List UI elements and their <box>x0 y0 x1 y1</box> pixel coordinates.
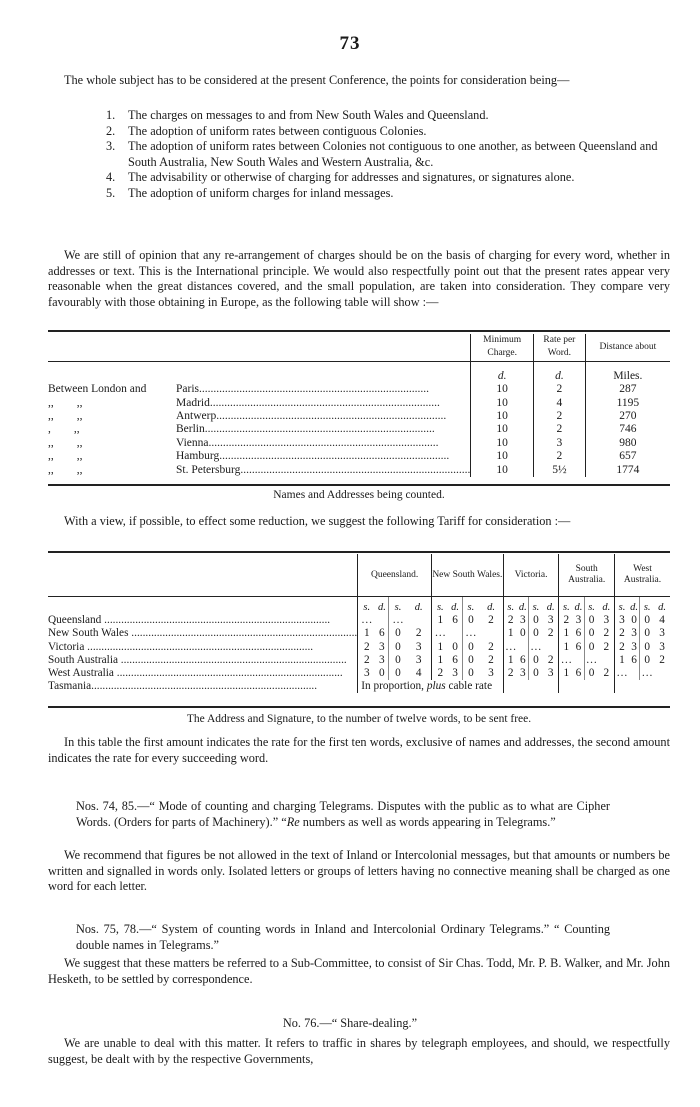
table2-empty-cell <box>518 680 529 693</box>
point-item <box>106 124 662 140</box>
table2-header-col: Victoria. <box>503 554 559 597</box>
table1-row <box>48 464 670 477</box>
table1-min-cell: 10 <box>471 383 534 396</box>
table2-value-cell: … <box>358 614 376 627</box>
table2-row-label <box>48 627 358 640</box>
leader-dots: ................................................................................ <box>204 423 435 436</box>
table2-row-label <box>48 641 358 654</box>
table2-value-cell: 3 <box>520 614 526 627</box>
table2-value-cell: 6 <box>379 627 385 640</box>
table1-min-cell: 10 <box>471 464 534 477</box>
table2-unit-label: d. <box>630 602 639 613</box>
note1-heading-text-b: numbers as well as words appearing in Telegrams.” <box>299 814 556 829</box>
leader-dots: ................................................................................ <box>84 640 314 653</box>
table2-value-cell: 0 <box>640 627 654 640</box>
table2-value-cell: 6 <box>575 667 582 680</box>
table2-value-cell: 0 <box>528 627 542 640</box>
table1-rate-cell: 2 <box>534 423 586 436</box>
table1-route-cell <box>48 410 471 423</box>
colony-name: Queensland <box>48 614 102 627</box>
point-item <box>106 139 662 170</box>
table2-caption: The Address and Signature, to the number of twelve words, to be sent free. <box>186 713 532 725</box>
leader-dots: ................................................................................ <box>240 463 471 476</box>
table1-header-blank <box>48 334 471 361</box>
route-city: Vienna <box>176 436 209 449</box>
table2-value-cell: 6 <box>452 614 458 627</box>
table1-caption: Names and Addresses being counted. <box>273 489 445 501</box>
table1-row <box>48 383 670 396</box>
table2-value-cell: 4 <box>415 667 422 680</box>
table2-unit-label: d. <box>658 602 667 613</box>
table2-unit-label: s. <box>389 597 407 615</box>
leader-dots: ................................................................................ <box>128 627 358 640</box>
route-prefix: Between London and <box>48 383 147 396</box>
note1-body <box>48 848 670 895</box>
table2-top-rule <box>48 551 670 553</box>
table2-unit-label: s. <box>559 597 573 615</box>
table2-value-cell <box>407 614 432 627</box>
table2-value-cell: 6 <box>575 627 582 640</box>
table1-top-rule <box>48 330 670 332</box>
colony-name: South Australia <box>48 653 118 666</box>
colony-name: Tasmania <box>48 680 92 693</box>
colony-name: Victoria <box>48 640 85 653</box>
table2-unit-label: d. <box>487 602 495 613</box>
table2-row-label <box>48 667 358 680</box>
table1-rate-cell: 5½ <box>534 464 586 477</box>
table2-value-cell: … <box>641 667 653 680</box>
table2-value-cell: 2 <box>503 667 517 680</box>
table2-value-cell: 1 <box>431 614 448 627</box>
leader-dots: ................................................................................ <box>91 680 318 693</box>
route-city: Hamburg <box>176 450 220 463</box>
tasmania-note-c: cable rate <box>448 680 493 693</box>
table2-value-cell: 3 <box>452 667 458 680</box>
table2-header-col: Queensland. <box>358 554 432 597</box>
table2-unit-label: d. <box>546 602 555 613</box>
table2-empty-cell <box>528 680 542 693</box>
table1-rate-cell: 3 <box>534 437 586 450</box>
table2-value-cell <box>479 627 503 640</box>
point-text: The advisability or otherwise of charging for addresses and signatures, or signatures alone. <box>128 170 575 185</box>
table2-empty-cell <box>584 680 598 693</box>
table2-value-cell: 0 <box>631 614 637 627</box>
table2-unit-label: s. <box>584 597 598 615</box>
point-text: The adoption of uniform rates between contiguous Colonies. <box>128 123 427 138</box>
intro-paragraph <box>48 73 670 89</box>
table2-unit-label: d. <box>574 602 583 613</box>
table2-empty-cell <box>629 680 640 693</box>
route-city: St. Petersburg <box>176 463 241 476</box>
point-number: 2. <box>106 123 116 138</box>
table2-value-cell: 1 <box>431 654 448 667</box>
table2-value-cell: 2 <box>603 640 610 653</box>
table2-value-cell <box>599 654 615 667</box>
table2-value-cell: 1 <box>559 667 573 680</box>
table2-value-cell: 1 <box>615 654 629 667</box>
table1-route-cell <box>48 383 471 396</box>
table1-rate-cell: 4 <box>534 397 586 410</box>
table2-value-cell: 0 <box>462 641 479 654</box>
table2-value-cell: 3 <box>379 640 385 653</box>
table2-value-cell: 1 <box>559 627 573 640</box>
table2-unit-label: s. <box>431 597 448 615</box>
table2-value-cell: 0 <box>462 667 479 680</box>
table1-min-cell: 10 <box>471 450 534 463</box>
table1-dist-cell: 270 <box>585 410 670 423</box>
table1-dist-cell: 657 <box>585 450 670 463</box>
table2-value-cell: 0 <box>528 654 542 667</box>
table2-unit-label: s. <box>640 597 654 615</box>
table2-value-cell: 3 <box>547 614 554 627</box>
table2-value-cell: 3 <box>659 640 665 653</box>
table2-unit-label: s. <box>358 597 376 615</box>
table1-row <box>48 410 670 423</box>
table2-value-cell: 0 <box>584 627 598 640</box>
tasmania-note-plus: plus <box>426 680 446 693</box>
table1-unit-min: d. <box>471 361 534 383</box>
table2-header-blank <box>48 554 358 597</box>
note2-body <box>48 956 670 987</box>
point-number: 3. <box>106 139 116 154</box>
table2-value-cell: 0 <box>640 614 654 627</box>
table2-value-cell: 2 <box>603 627 610 640</box>
table2-value-cell: 2 <box>503 614 517 627</box>
table2-bottom-rule <box>48 706 670 708</box>
table1-header-rate: Rate per Word. <box>534 334 586 361</box>
table2-value-cell: 2 <box>415 627 422 640</box>
table2-value-cell: 0 <box>640 641 654 654</box>
table2-row-label <box>48 614 358 627</box>
point-item <box>106 108 662 124</box>
route-prefix: ,, ,, <box>48 410 83 423</box>
table2-value-cell: … <box>616 667 628 680</box>
table1-header-min: Minimum Charge. <box>471 334 534 361</box>
table1-rate-cell: 2 <box>534 383 586 396</box>
route-city: Paris <box>176 383 199 396</box>
table1-row <box>48 437 670 450</box>
table2-value-cell: 3 <box>575 614 582 627</box>
table2-value-cell: 2 <box>488 640 494 653</box>
point-text: The adoption of uniform charges for inland messages. <box>128 185 394 200</box>
table2-value-cell: 3 <box>488 667 494 680</box>
tariff-table <box>48 554 670 693</box>
table2-unit-label: d. <box>414 602 423 613</box>
table2-row-tasmania <box>48 680 670 693</box>
table2-row-label <box>48 680 358 693</box>
route-prefix: , ,, <box>48 423 80 436</box>
leader-dots: ................................................................................ <box>199 383 429 396</box>
table2-value-cell: 0 <box>584 667 598 680</box>
table1-min-cell: 10 <box>471 437 534 450</box>
table2-header-col: New South Wales. <box>431 554 503 597</box>
table1-dist-cell: 980 <box>585 437 670 450</box>
table2-value-cell: 3 <box>415 640 422 653</box>
table2-value-cell: 0 <box>389 627 407 640</box>
leader-dots: ................................................................................ <box>101 614 331 627</box>
note3-body <box>48 1036 670 1067</box>
table2-empty-cell <box>543 680 559 693</box>
table1-header-distance: Distance about <box>585 334 670 361</box>
table2-value-cell <box>375 614 389 627</box>
table2-value-cell: 3 <box>631 640 637 653</box>
table2-value-cell: 1 <box>503 654 517 667</box>
table2-value-cell: 3 <box>659 627 665 640</box>
table2-row <box>48 614 670 627</box>
table2-unit-label: d. <box>602 602 611 613</box>
table2-empty-cell <box>503 680 517 693</box>
table2-unit-label: s. <box>462 597 479 615</box>
point-text: The charges on messages to and from New South Wales and Queensland. <box>128 108 489 122</box>
table2-empty-cell <box>599 680 615 693</box>
note2-body-text: We suggest that these matters be referred to a Sub-Committee, to consist of Sir Chas. Todd, Mr. P. B. Walker, and Mr. John Hesketh, to be settled by correspondence. <box>48 956 670 986</box>
table2-empty-cell <box>573 680 584 693</box>
table2-value-cell: 0 <box>528 667 542 680</box>
table1-route-cell <box>48 450 471 463</box>
table2-empty-cell <box>615 680 629 693</box>
rates-comparison-table <box>48 334 670 477</box>
table2-value-cell: 2 <box>615 627 629 640</box>
table2-value-cell <box>629 667 640 680</box>
table2-row <box>48 627 670 640</box>
table2-value-cell: 2 <box>547 627 554 640</box>
table1-body <box>48 361 670 477</box>
table2-value-cell: 2 <box>559 614 573 627</box>
point-number: 5. <box>106 185 116 200</box>
table2-value-cell: 0 <box>462 614 479 627</box>
table2-value-cell: 2 <box>488 614 494 627</box>
table2-value-cell: … <box>530 640 542 653</box>
table2-value-cell: … <box>431 627 448 640</box>
table2-row <box>48 641 670 654</box>
point-number: 4. <box>106 170 116 185</box>
table2-empty-cell <box>559 680 573 693</box>
table2-value-cell: 2 <box>659 653 665 666</box>
note1-heading-re: Re <box>286 814 300 829</box>
table2-value-cell <box>573 654 584 667</box>
table2-header-col: West Australia. <box>615 554 671 597</box>
table2-value-cell: 0 <box>520 627 526 640</box>
table1-route-cell <box>48 423 471 436</box>
table2-value-cell: 0 <box>640 654 654 667</box>
table2-row-label <box>48 654 358 667</box>
leader-dots: ................................................................................ <box>113 667 343 680</box>
note1-body-text: We recommend that figures be not allowed in the text of Inland or Intercolonial messages, but that amounts or numbers be written and signalled in words only. Isolated letters or groups of letters having no connective meaning shall be charged as one word for each letter. <box>48 848 670 894</box>
table2-value-cell: 3 <box>415 653 422 666</box>
table2-unit-label: s. <box>615 597 629 615</box>
table1-rate-cell: 2 <box>534 450 586 463</box>
explain-text: In this table the first amount indicates the rate for the first ten words, exclusive of names and addresses, the second amount indicates the rate for every succeeding word. <box>48 735 670 765</box>
route-city: Antwerp <box>176 410 217 423</box>
table2-value-cell: 3 <box>520 667 526 680</box>
table2-value-cell: … <box>560 653 572 666</box>
table1-route-cell <box>48 437 471 450</box>
note1-heading <box>76 799 610 830</box>
table1-row <box>48 397 670 410</box>
table2-value-cell: 1 <box>431 641 448 654</box>
table2-value-cell: 0 <box>389 654 407 667</box>
table2-empty-cell <box>640 680 654 693</box>
table2-value-cell <box>654 667 670 680</box>
table1-row <box>48 450 670 463</box>
note3-heading: No. 76.—“ Share-dealing.” <box>282 1016 418 1030</box>
leader-dots: ................................................................................ <box>216 410 447 423</box>
points-list <box>106 108 662 202</box>
table1-unit-rate: d. <box>534 361 586 383</box>
table2-header-col: South Australia. <box>559 554 615 597</box>
table1-route-cell <box>48 464 471 477</box>
tasmania-note-a: In proportion, <box>361 680 424 693</box>
table2-value-cell: 6 <box>520 653 526 666</box>
table2-value-cell <box>518 641 529 654</box>
table2-value-cell: 2 <box>488 653 494 666</box>
table2-value-cell: … <box>389 614 407 627</box>
route-city: Madrid <box>176 396 210 409</box>
table1-unit-distance: Miles. <box>585 361 670 383</box>
table2-value-cell: 6 <box>631 653 637 666</box>
opinion-text: We are still of opinion that any re-arrangement of charges should be on the basis of charging for every word, whether in addresses or text. This is the International principle. We would also respectfully point out that the present rates appear very reasonable when the great distances covered, and the small population, are taken into consideration. They compare very favourably with those obtaining in Europe, as the following table will show :— <box>48 248 670 309</box>
table2-value-cell <box>449 627 462 640</box>
table2-value-cell: 0 <box>584 641 598 654</box>
note1-heading-text-a: Nos. 74, 85.—“ Mode of counting and charging Telegrams. Disputes with the public as to what are Cipher Words. (Orders for parts of Machinery).” “ <box>76 799 610 829</box>
leader-dots: ................................................................................ <box>117 653 347 666</box>
table2-value-cell: 2 <box>358 641 376 654</box>
table2-body <box>48 597 670 694</box>
point-item <box>106 170 662 186</box>
table2-value-cell: 1 <box>503 627 517 640</box>
table1-dist-cell: 746 <box>585 423 670 436</box>
point-number: 1. <box>106 108 116 122</box>
table2-unit-label: s. <box>528 597 542 615</box>
leader-dots: ................................................................................ <box>219 450 450 463</box>
table2-value-cell: … <box>585 653 598 666</box>
point-item <box>106 186 662 202</box>
table1-min-cell: 10 <box>471 397 534 410</box>
table2-value-cell: 0 <box>389 641 407 654</box>
table2-value-cell: 0 <box>389 667 407 680</box>
table2-units-row <box>48 597 670 615</box>
table1-min-cell: 10 <box>471 423 534 436</box>
opinion-paragraph <box>48 248 670 310</box>
table2-value-cell: … <box>462 627 479 640</box>
leader-dots: ................................................................................ <box>208 436 439 449</box>
table2-value-cell: 2 <box>547 653 554 666</box>
table2-value-cell: 3 <box>615 614 629 627</box>
table1-row <box>48 423 670 436</box>
table2-value-cell: 0 <box>584 614 598 627</box>
route-city: Berlin <box>176 423 205 436</box>
tasmania-note <box>358 680 504 693</box>
table2-value-cell: 0 <box>379 667 385 680</box>
table2-value-cell: 3 <box>547 667 554 680</box>
table1-dist-cell: 287 <box>585 383 670 396</box>
table2-value-cell: 3 <box>358 667 376 680</box>
table2-value-cell: 2 <box>431 667 448 680</box>
table2-value-cell <box>543 641 559 654</box>
table2-value-cell: 2 <box>615 641 629 654</box>
page-number: 73 <box>339 33 361 54</box>
table2-empty-cell <box>654 680 670 693</box>
table1-dist-cell: 1195 <box>585 397 670 410</box>
table2-value-cell: 4 <box>659 614 665 627</box>
table2-row <box>48 654 670 667</box>
table2-value-cell: 6 <box>575 640 582 653</box>
table2-unit-label: d. <box>377 602 386 613</box>
tariff-paragraph <box>48 514 670 530</box>
table2-value-cell: 3 <box>603 614 610 627</box>
table1-route-cell <box>48 397 471 410</box>
explain-paragraph <box>48 735 670 766</box>
colony-name: West Australia <box>48 667 114 680</box>
table1-rate-cell: 2 <box>534 410 586 423</box>
route-prefix: ,, ,, <box>48 450 83 463</box>
table2-value-cell: … <box>505 640 517 653</box>
note3-body-text: We are unable to deal with this matter. It refers to traffic in shares by telegraph employees, and should, we respectfully suggest, be dealt with by the respective Governments, <box>48 1036 670 1066</box>
table2-value-cell: 3 <box>631 627 637 640</box>
table2-value-cell: 0 <box>462 654 479 667</box>
table2-value-cell: 3 <box>379 653 385 666</box>
table2-value-cell: 1 <box>559 641 573 654</box>
table2-row <box>48 667 670 680</box>
table1-bottom-rule <box>48 484 670 486</box>
route-prefix: ,, ,, <box>48 463 83 476</box>
route-prefix: ,, ,, <box>48 396 83 409</box>
table2-unit-label: s. <box>503 597 517 615</box>
table2-value-cell: 6 <box>452 653 458 666</box>
table2-value-cell: 1 <box>358 627 376 640</box>
colony-name: New South Wales <box>48 627 129 640</box>
table1-min-cell: 10 <box>471 410 534 423</box>
table2-value-cell: 2 <box>603 667 610 680</box>
table1-dist-cell: 1774 <box>585 464 670 477</box>
route-prefix: ,, ,, <box>48 436 83 449</box>
note2-heading: Nos. 75, 78.—“ System of counting words in Inland and Intercolonial Ordinary Telegrams.” “ Counting double names in Telegrams.” <box>76 922 610 952</box>
table2-unit-label: d. <box>451 602 460 613</box>
table2-unit-label: d. <box>518 602 527 613</box>
tariff-text: With a view, if possible, to effect some reduction, we suggest the following Tariff for consideration :— <box>64 514 571 528</box>
table2-value-cell: 0 <box>452 640 458 653</box>
leader-dots: ................................................................................ <box>209 396 440 409</box>
table2-value-cell: 0 <box>528 614 542 627</box>
table2-value-cell: 2 <box>358 654 376 667</box>
point-text: The adoption of uniform rates between Colonies not contiguous to one another, as between Queensland and South Australia, New South Wales and Western Australia, &c. <box>128 139 658 169</box>
intro-text: The whole subject has to be considered at the present Conference, the points for consideration being— <box>64 73 570 87</box>
